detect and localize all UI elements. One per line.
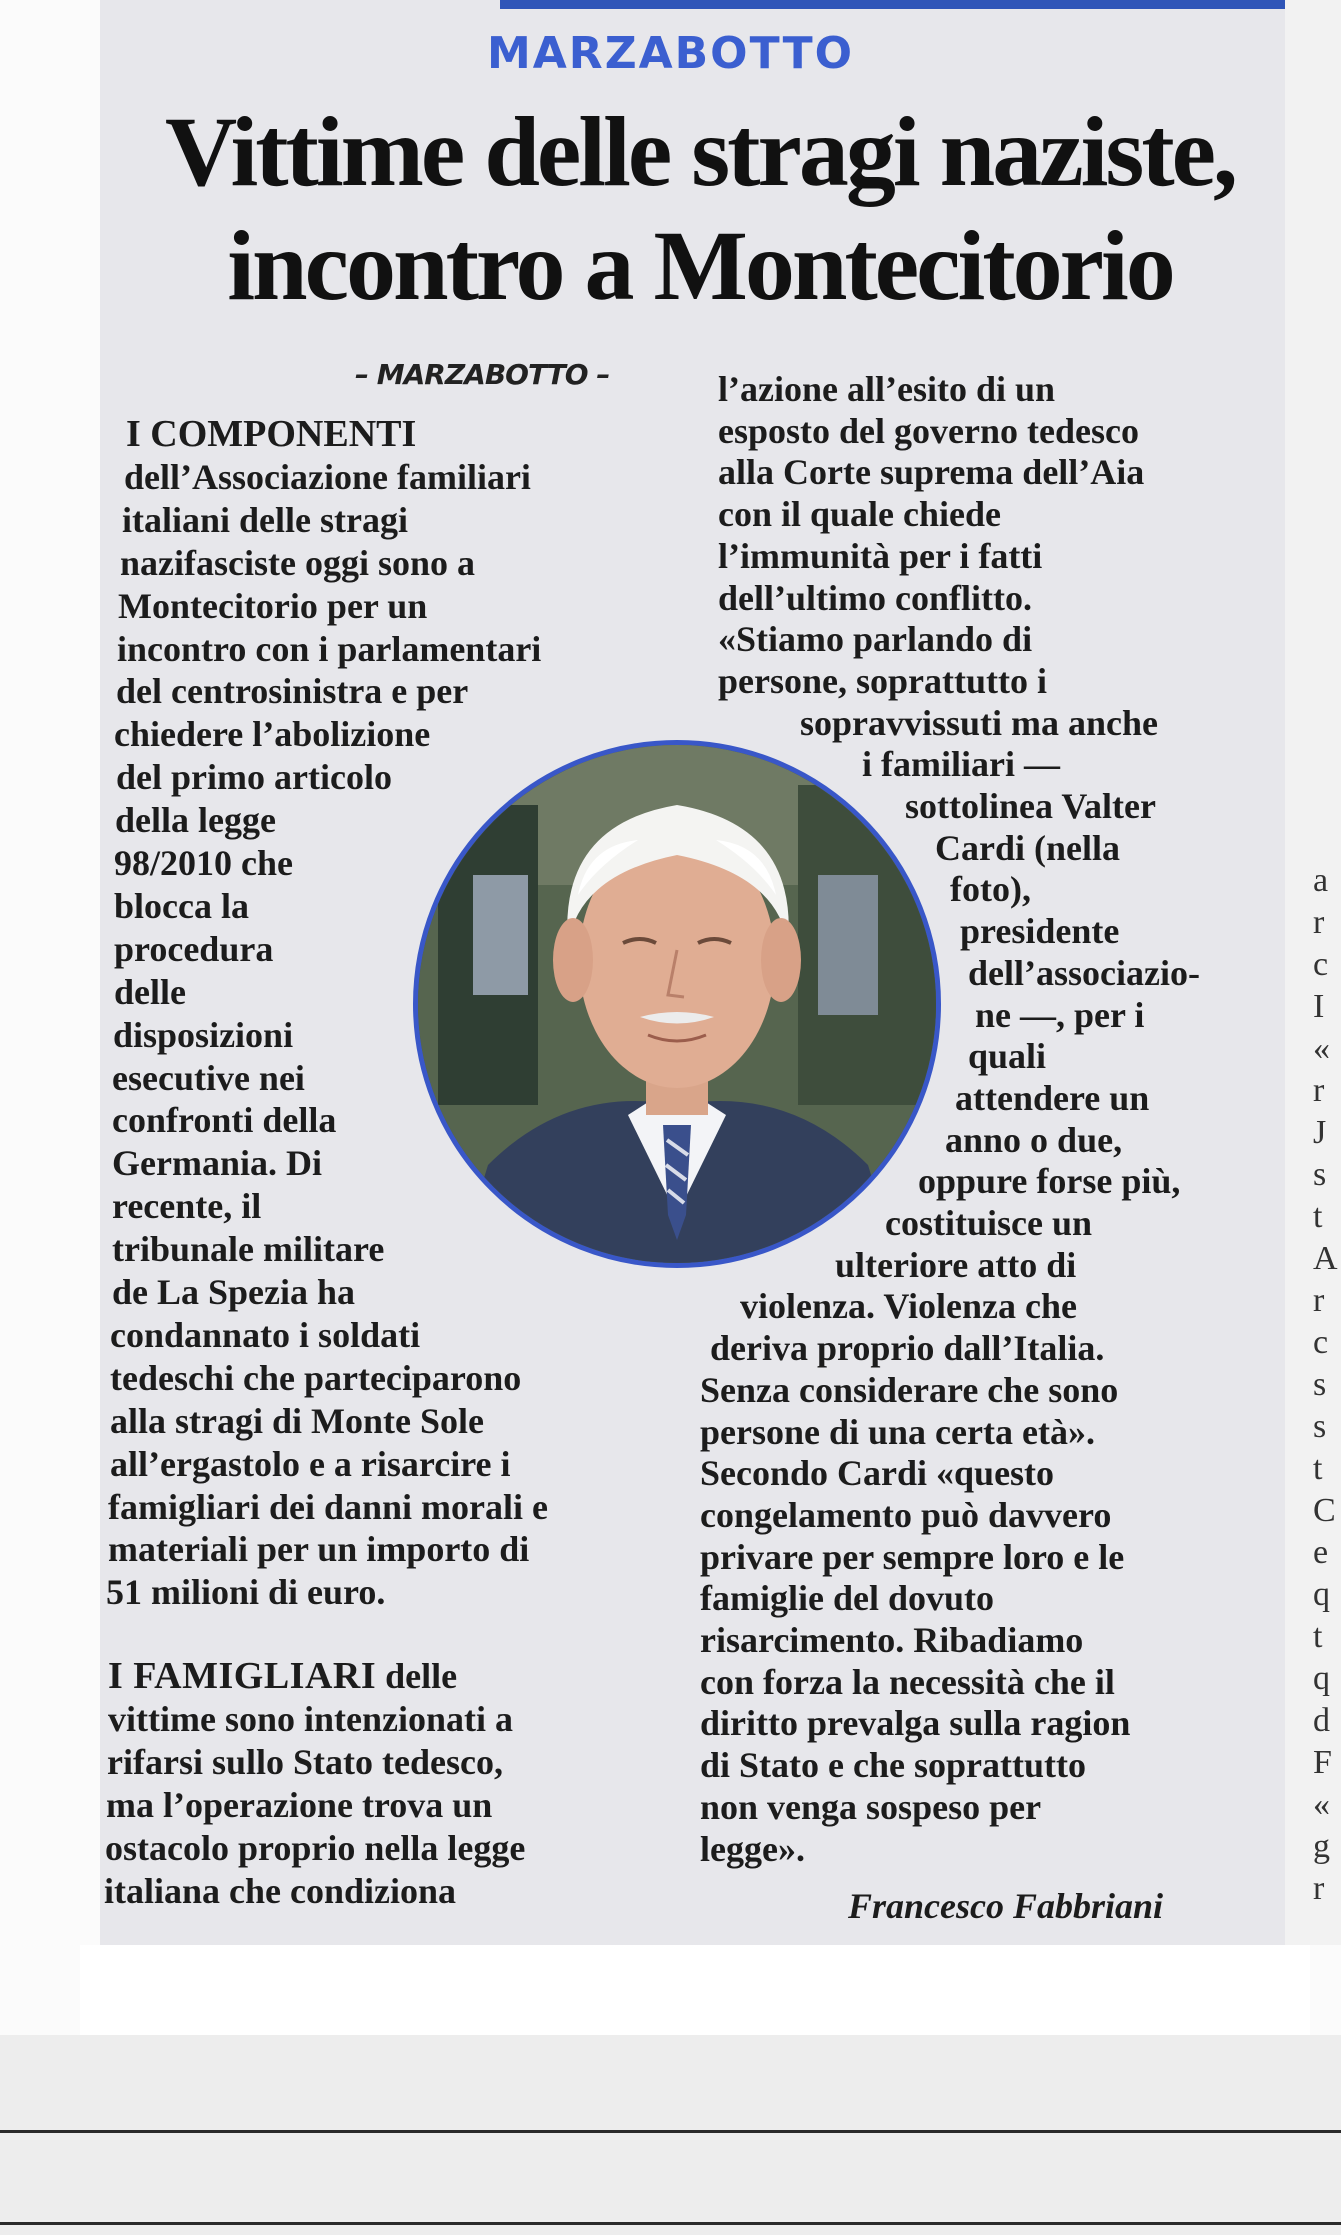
blank-area [80,1945,1310,2035]
col1-text-line: del primo articolo [116,757,392,798]
col1-para2-lead: I FAMIGLIARI [108,1655,377,1697]
col2-text-line: esposto del governo tedesco [718,410,1139,451]
col1-lead-text: I COMPONENTI [126,413,417,455]
adjacent-letter: t [1313,1618,1323,1655]
col1-text-line: chiedere l’abolizione [114,714,431,755]
col2-text-line: persone di una certa età». [700,1411,1095,1452]
portrait-illustration [418,745,936,1263]
col1-text-line: disposizioni [113,1014,294,1055]
col1-text-line: della legge [115,800,276,841]
dateline: – MARZABOTTO – [355,358,610,391]
scan-fold-line-2 [0,2222,1341,2225]
col1-text-line: tribunale militare [112,1229,385,1270]
col2-text-line: «Stiamo parlando di [718,619,1033,660]
col2-text-line: attendere un [955,1077,1150,1118]
col1-text-line: materiali per un importo di [108,1529,530,1570]
section-kicker: MARZABOTTO [486,28,855,79]
col2-text-line: oppure forse più, [918,1161,1181,1202]
adjacent-letter: J [1313,1114,1327,1151]
headline [110,95,1290,323]
adjacent-letter: a [1313,862,1329,899]
adjacent-letter: q [1313,1660,1330,1697]
col2-text-line: persone, soprattutto i [718,660,1047,701]
col1-text-line: ma l’operazione trova un [106,1784,493,1825]
col2-text-line: violenza. Violenza che [740,1286,1077,1327]
adjacent-letter: s [1313,1408,1327,1445]
col1-text-line: famigliari dei danni morali e [108,1486,548,1527]
adjacent-letter: s [1313,1366,1327,1403]
col1-text-line: delle [114,971,186,1012]
col2-text-line: foto), [950,869,1031,910]
headline-line-2: incontro a Montecitorio [227,210,1173,321]
adjacent-letter: c [1313,946,1329,983]
col2-text-line: ulteriore atto di [835,1244,1077,1285]
col1-text-line: de La Spezia ha [112,1272,356,1312]
col2-text-line: risarcimento. Ribadiamo [700,1620,1084,1660]
adjacent-letter: A [1313,1240,1338,1277]
adjacent-letter: r [1313,1870,1325,1907]
top-rule [500,0,1300,9]
col2-text-line: dell’ultimo conflitto. [718,577,1032,618]
col1-para2-lead-rest: delle [376,1656,458,1696]
col2-text-line: Cardi (nella [935,827,1120,868]
col2-text-line: sopravvissuti ma anche [800,702,1159,743]
col2-text-line: alla Corte suprema dell’Aia [718,452,1145,493]
col1-text-line: esecutive nei [112,1057,305,1098]
col2-text-line: ne —, per i [975,994,1145,1035]
col2-text-line: di Stato e che soprattutto [700,1745,1086,1786]
scan-fold-line-1 [0,2130,1341,2133]
adjacent-letter: c [1313,1324,1329,1361]
col1-para2-first-line [108,1655,457,1697]
col1-text-line: 98/2010 che [114,843,293,883]
col1-text-line: all’ergastolo e a risarcire i [110,1443,511,1484]
col1-text-line: confronti della [112,1100,337,1141]
col2-text-line: anno o due, [945,1119,1123,1160]
col1-text-line: blocca la [114,885,249,926]
adjacent-letter: q [1313,1576,1330,1613]
adjacent-letter: e [1313,1534,1329,1571]
headline-line-1: Vittime delle stragi naziste, [164,96,1236,207]
scan-margin [0,2035,1341,2235]
col2-text-line: privare per sempre loro e le [700,1536,1125,1577]
col2-text-line: Senza considerare che sono [700,1369,1119,1410]
col1-text-line: Germania. Di [112,1143,322,1184]
col2-text-line: con il quale chiede [718,494,1002,535]
col1-text-line: procedura [114,928,274,969]
adjacent-letter: d [1313,1702,1330,1739]
adjacent-letter: r [1313,1072,1325,1109]
adjacent-letter: « [1313,1786,1330,1823]
col1-text-line: ostacolo proprio nella legge [105,1827,526,1868]
adjacent-letter: r [1313,1282,1325,1319]
col1-text-line: rifarsi sullo Stato tedesco, [107,1741,503,1782]
col1-text-line: condannato i soldati [110,1314,421,1355]
adjacent-letter: s [1313,1156,1327,1193]
col1-text-line: italiana che condiziona [104,1870,457,1911]
adjacent-letter: I [1313,988,1325,1025]
col1-text-line: Montecitorio per un [118,585,428,626]
col1-text-line: del centrosinistra e per [116,671,469,712]
col1-text-line: recente, il [112,1186,262,1227]
col2-text-line: costituisce un [885,1203,1092,1243]
col2-text-line: l’azione all’esito di un [718,369,1056,409]
col1-text-line: dell’Associazione familiari [124,456,531,497]
col1-text-line: italiani delle stragi [122,499,408,540]
adjacent-letter: t [1313,1450,1323,1487]
col2-text-line: presidente [960,911,1120,952]
portrait-photo [413,740,941,1268]
adjacent-letter: C [1313,1492,1336,1529]
adjacent-letter: t [1313,1198,1323,1235]
col2-text-line: legge». [700,1828,805,1869]
col2-text-line: diritto prevalga sulla ragion [700,1703,1131,1744]
col2-text-line: Secondo Cardi «questo [700,1453,1055,1494]
col2-text-line: con forza la necessità che il [700,1661,1115,1702]
col2-text-line: l’immunità per i fatti [718,535,1043,576]
col2-text-line: i familiari — [862,744,1060,785]
adjacent-letter: r [1313,904,1325,941]
col2-text-line: quali [968,1036,1047,1077]
col2-text-line: deriva proprio dall’Italia. [710,1328,1105,1369]
col2-text-line: sottolinea Valter [905,786,1156,826]
col2-text-line: dell’associazio- [968,952,1200,993]
col1-text-line: nazifasciste oggi sono a [120,542,475,583]
byline: Francesco Fabbriani [848,1886,1164,1926]
col2-text-line: congelamento può davvero [700,1494,1112,1535]
col1-text-line: incontro con i parlamentari [117,628,542,669]
col2-text-line: non venga sospeso per [700,1786,1042,1827]
col1-text-line: tedeschi che parteciparono [110,1357,522,1398]
col2-text-line: famiglie del dovuto [700,1578,994,1619]
adjacent-letter: g [1313,1828,1330,1865]
col1-text-line: alla stragi di Monte Sole [110,1400,484,1441]
adjacent-letter: F [1313,1744,1332,1781]
adjacent-letter: « [1313,1030,1330,1067]
col1-text-line: 51 milioni di euro. [106,1572,386,1613]
col1-text-line: vittime sono intenzionati a [108,1698,513,1739]
